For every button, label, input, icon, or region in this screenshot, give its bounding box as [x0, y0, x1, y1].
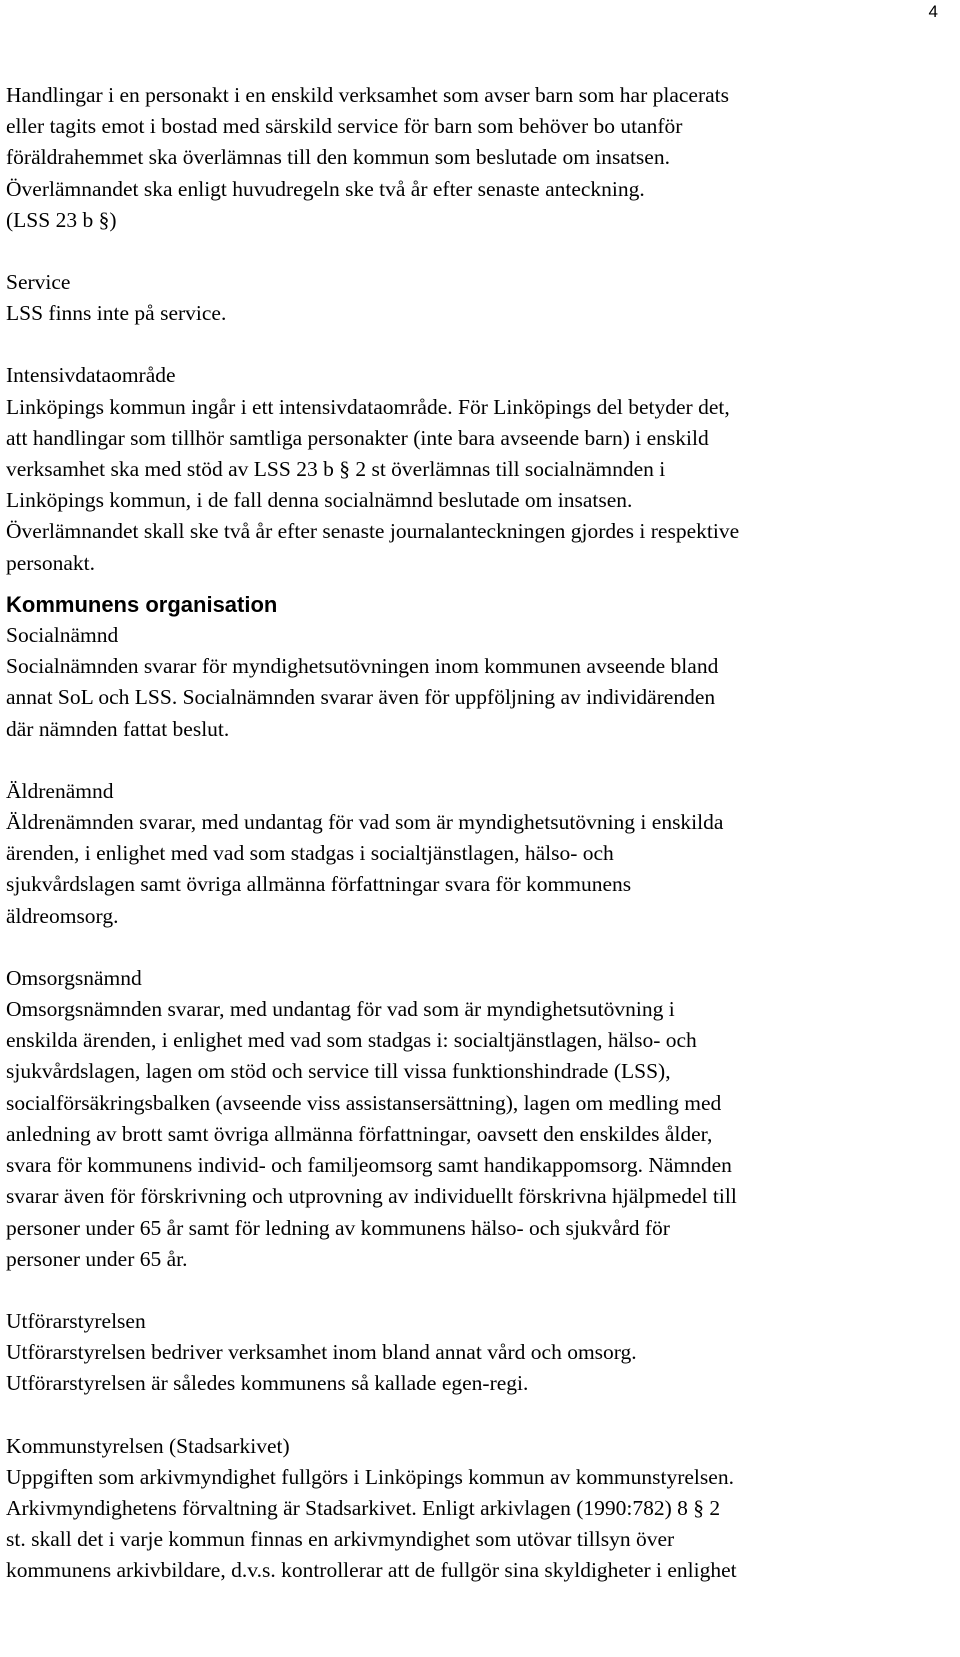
section-heading: Kommunens organisation: [6, 591, 278, 617]
text-line: personer under 65 år.: [6, 1246, 188, 1271]
text-line: Socialnämnden svarar för myndighetsutövningen inom kommunen avseende bland: [6, 654, 719, 679]
text-line: Arkivmyndighetens förvaltning är Stadsarkivet. Enligt arkivlagen (1990:782) 8 § 2: [6, 1495, 721, 1520]
paragraph-kommunstyrelsen: [6, 1431, 946, 1587]
text-line: verksamhet ska med stöd av LSS 23 b § 2 st överlämnas till socialnämnden i: [6, 457, 666, 482]
text-line: Linköpings kommun ingår i ett intensivdataområde. För Linköpings del betyder det,: [6, 394, 730, 419]
subheading-kommunstyrelsen: Kommunstyrelsen (Stadsarkivet): [6, 1433, 290, 1458]
text-line: sjukvårdslagen samt övriga allmänna författningar svara för kommunens: [6, 872, 632, 897]
text-line: Utförarstyrelsen är således kommunens så kallade egen-regi.: [6, 1371, 529, 1396]
text-line: st. skall det i varje kommun finnas en arkivmyndighet som utövar tillsyn över: [6, 1527, 675, 1552]
paragraph-intensivdataomrade: [6, 360, 946, 578]
text-line: svara för kommunens individ- och familjeomsorg samt handikappomsorg. Nämnden: [6, 1153, 732, 1178]
text-line: äldreomsorg.: [6, 903, 119, 928]
text-line: sjukvårdslagen, lagen om stöd och service till vissa funktionshindrade (LSS),: [6, 1059, 671, 1084]
subheading-service: Service: [6, 270, 71, 295]
text-line: LSS finns inte på service.: [6, 301, 227, 326]
subheading-utforarstyrelsen: Utförarstyrelsen: [6, 1308, 146, 1333]
text-line: enskilda ärenden, i enlighet med vad som stadgas i: socialtjänstlagen, hälso- och: [6, 1028, 697, 1053]
paragraph-service: [6, 267, 946, 329]
text-line: Utförarstyrelsen bedriver verksamhet inom bland annat vård och omsorg.: [6, 1340, 637, 1365]
text-line: Uppgiften som arkivmyndighet fullgörs i Linköpings kommun av kommunstyrelsen.: [6, 1464, 734, 1489]
subheading-intensivdataomrade: Intensivdataområde: [6, 363, 176, 388]
text-line: Äldrenämnden svarar, med undantag för vad som är myndighetsutövning i enskilda: [6, 810, 724, 835]
text-line: personer under 65 år samt för ledning av kommunens hälso- och sjukvård för: [6, 1215, 670, 1240]
document-body: [6, 80, 946, 1587]
page-number: 4: [928, 2, 938, 21]
paragraph-socialnamnd: [6, 620, 946, 745]
text-line: Linköpings kommun, i de fall denna socialnämnd beslutade om insatsen.: [6, 488, 633, 513]
text-line: kommunens arkivbildare, d.v.s. kontrollerar att de fullgör sina skyldigheter i enlighet: [6, 1558, 737, 1583]
text-line: ärenden, i enlighet med vad som stadgas i socialtjänstlagen, hälso- och: [6, 841, 614, 866]
text-line: där nämnden fattat beslut.: [6, 716, 230, 741]
text-line: Handlingar i en personakt i en enskild verksamhet som avser barn som har placerats: [6, 83, 730, 107]
text-line: Omsorgsnämnden svarar, med undantag för vad som är myndighetsutövning i: [6, 997, 675, 1022]
text-line: att handlingar som tillhör samtliga personakter (inte bara avseende barn) i enskild: [6, 425, 709, 450]
subheading-omsorgsnamnd: Omsorgsnämnd: [6, 965, 142, 990]
text-line: Överlämnandet skall ske två år efter senaste journalanteckningen gjordes i respektive: [6, 519, 740, 544]
subheading-aldrenamnd: Äldrenämnd: [6, 778, 114, 803]
text-line: Överlämnandet ska enligt huvudregeln ske två år efter senaste anteckning.: [6, 176, 645, 201]
text-line: (LSS 23 b §): [6, 207, 117, 232]
text-line: annat SoL och LSS. Socialnämnden svarar även för uppföljning av individärenden: [6, 685, 716, 710]
text-line: anledning av brott samt övriga allmänna författningar, oavsett den enskildes ålder,: [6, 1121, 713, 1146]
paragraph-omsorgsnamnd: [6, 963, 946, 1275]
paragraph-utforarstyrelsen: [6, 1306, 946, 1400]
text-line: eller tagits emot i bostad med särskild service för barn som behöver bo utanför: [6, 114, 683, 139]
subheading-socialnamnd: Socialnämnd: [6, 623, 119, 648]
text-line: personakt.: [6, 550, 95, 575]
text-line: svarar även för förskrivning och utprovning av individuellt förskrivna hjälpmedel till: [6, 1184, 737, 1209]
text-line: föräldrahemmet ska överlämnas till den kommun som beslutade om insatsen.: [6, 145, 670, 170]
text-line: socialförsäkringsbalken (avseende viss assistansersättning), lagen om medling med: [6, 1090, 722, 1115]
paragraph-lss-23b: [6, 80, 946, 236]
paragraph-aldrenamnd: [6, 776, 946, 932]
